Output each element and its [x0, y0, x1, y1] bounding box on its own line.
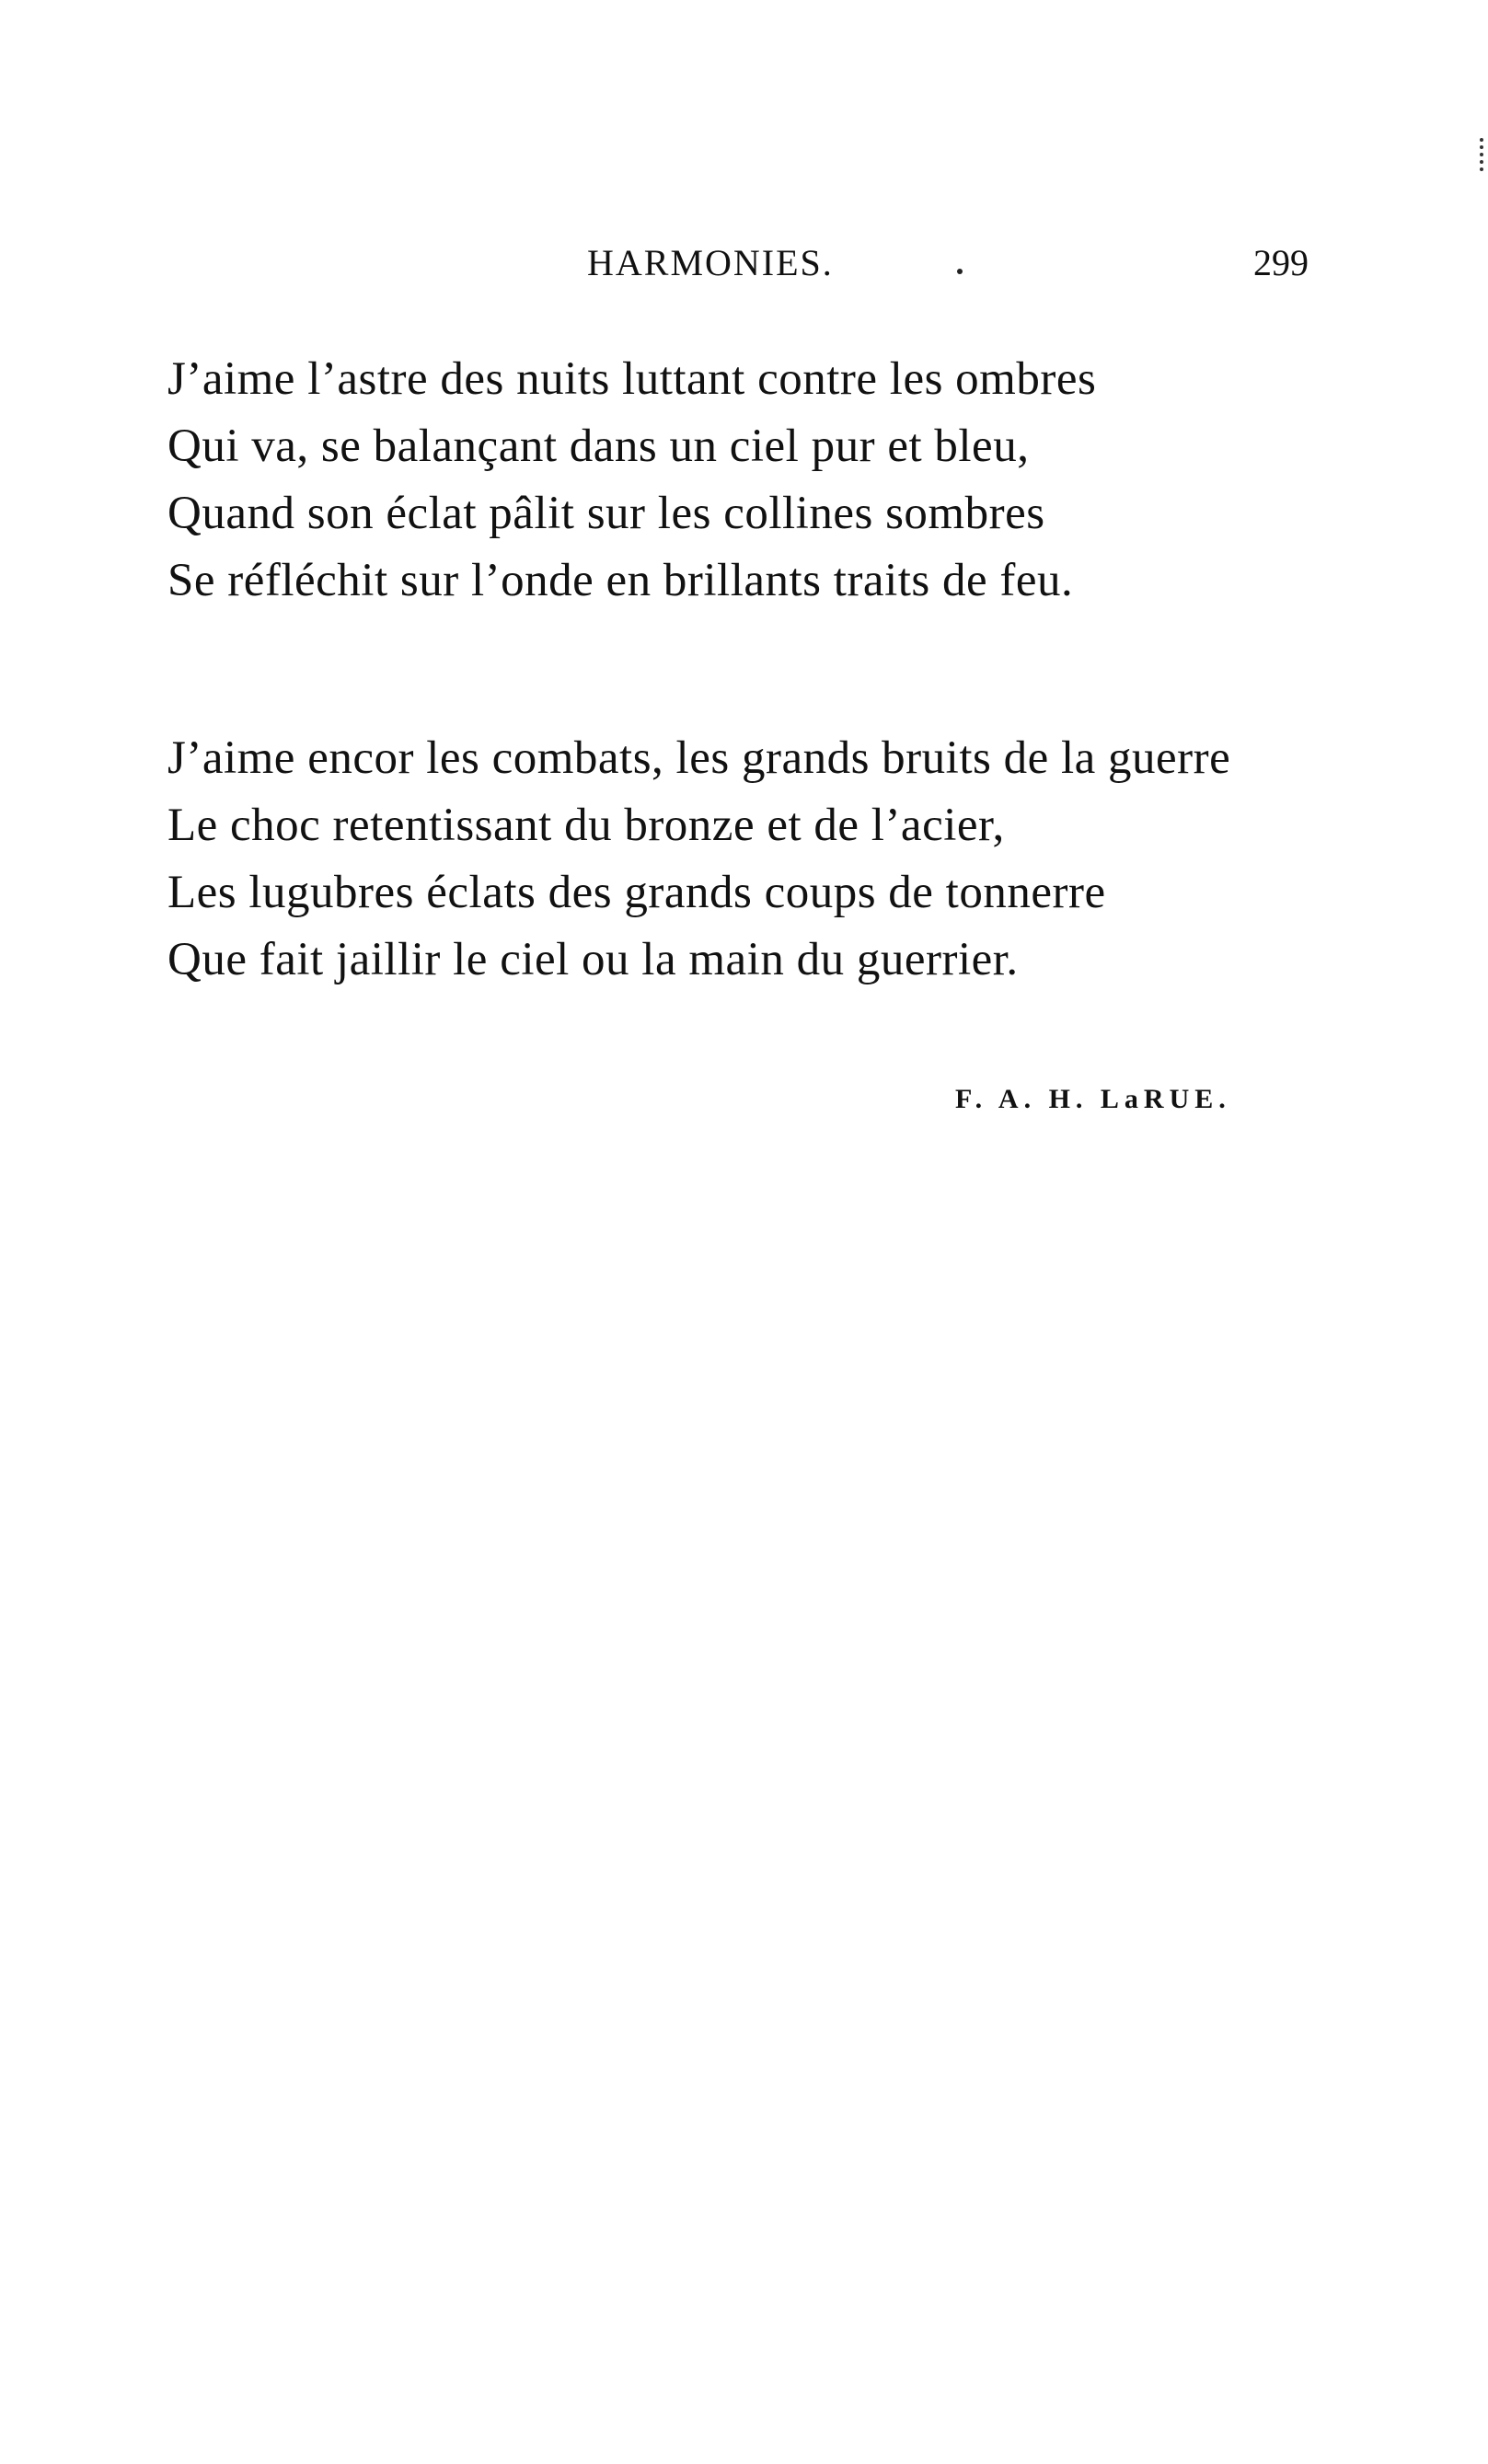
page-number: 299: [1253, 242, 1309, 283]
verse-line: Le choc retentissant du bronze et de l’acier,: [167, 800, 1005, 851]
author-signature: F. A. H. LaRUE.: [955, 1084, 1231, 1114]
verse-line: Se réfléchit sur l’onde en brillants traits de feu.: [167, 555, 1074, 606]
page-header: [0, 241, 1488, 296]
stanza-1: [167, 346, 1096, 615]
verse-line: Qui va, se balançant dans un ciel pur et bleu,: [167, 420, 1030, 472]
page-edge-mark: [1480, 138, 1488, 171]
verse-line: J’aime encor les combats, les grands bruits de la guerre: [167, 732, 1231, 784]
verse-line: J’aime l’astre des nuits luttant contre les ombres: [167, 353, 1097, 405]
verse-line: Que fait jaillir le ciel ou la main du guerrier.: [167, 934, 1019, 985]
header-dot: [957, 269, 963, 274]
running-title: HARMONIES.: [587, 242, 834, 283]
stanza-2: [167, 725, 1230, 994]
verse-line: Quand son éclat pâlit sur les collines sombres: [167, 488, 1045, 539]
verse-line: Les lugubres éclats des grands coups de tonnerre: [167, 867, 1106, 918]
